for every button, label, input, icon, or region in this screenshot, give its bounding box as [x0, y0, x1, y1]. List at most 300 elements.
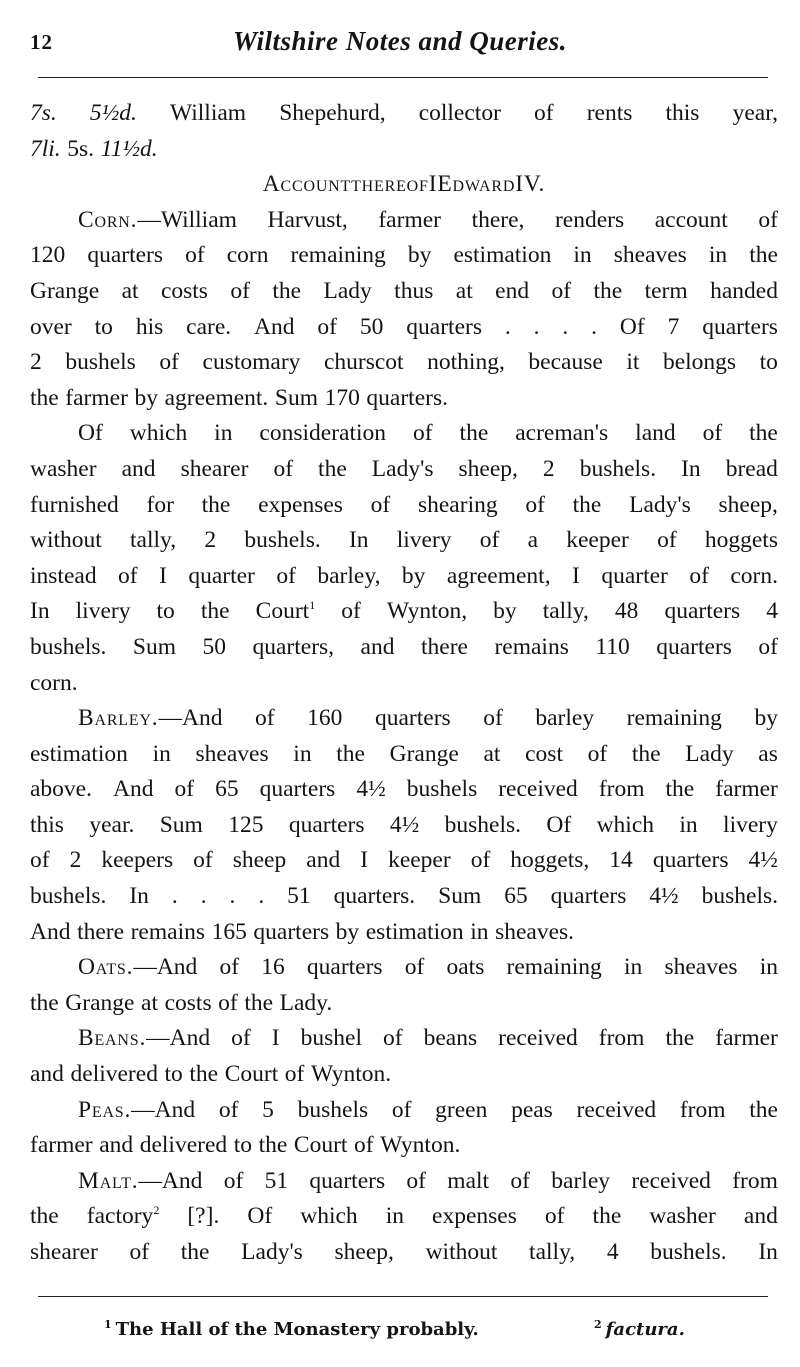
word: 5s.	[67, 135, 95, 162]
text-line	[30, 1021, 778, 1057]
word: the	[749, 420, 778, 447]
word: the	[30, 1203, 59, 1230]
word: remaining	[290, 242, 386, 269]
word: and	[99, 1132, 134, 1159]
word: there	[351, 171, 407, 198]
word: of	[391, 1096, 412, 1123]
word: bushels.	[244, 527, 321, 554]
word: the	[201, 491, 231, 518]
word: shearing	[417, 491, 498, 518]
text-line	[30, 345, 778, 381]
text-line	[30, 808, 778, 844]
word: quarters	[374, 705, 451, 732]
text-line	[30, 452, 778, 488]
word: bread	[725, 455, 778, 482]
word: the	[272, 277, 302, 304]
word: of	[702, 420, 723, 447]
word: the	[180, 1239, 210, 1265]
word: the	[459, 420, 489, 447]
word: which	[596, 811, 655, 838]
word: Grange	[389, 740, 459, 767]
word: received	[498, 1025, 578, 1052]
word: and	[306, 847, 341, 874]
word: quarter	[601, 562, 668, 589]
word: remaining	[626, 705, 722, 732]
word: of	[406, 1167, 426, 1194]
word: And	[113, 776, 154, 803]
word: in	[573, 242, 592, 269]
word: .	[533, 313, 540, 340]
word: rents	[586, 100, 633, 126]
word: 65	[504, 883, 528, 910]
word: his	[135, 313, 164, 340]
word: I	[360, 847, 369, 874]
word: received	[631, 1167, 711, 1194]
word: Peas.—And	[78, 1096, 196, 1123]
text-line	[30, 238, 778, 274]
word: In	[681, 455, 701, 482]
word: of	[118, 562, 138, 589]
text-line	[30, 203, 778, 239]
word: because	[528, 349, 603, 376]
word: of	[758, 206, 778, 233]
text-line	[30, 96, 778, 132]
word: in	[293, 740, 312, 767]
word: which	[129, 420, 188, 447]
word: to	[94, 313, 113, 340]
footnote-2	[594, 1318, 685, 1340]
word: of	[413, 420, 433, 447]
text-line	[30, 1199, 778, 1235]
word: furnished	[30, 491, 119, 518]
word: expenses	[432, 1203, 517, 1230]
word: 51	[264, 1167, 289, 1194]
word: without	[30, 527, 102, 554]
word: Harvust,	[267, 206, 348, 233]
word: green	[435, 1096, 488, 1123]
word: and	[743, 1203, 778, 1230]
word: livery	[723, 811, 778, 838]
word: Lady's	[371, 455, 434, 482]
word: 48	[614, 598, 639, 625]
word: of	[174, 776, 195, 803]
word: there,	[471, 206, 525, 233]
word: at	[121, 277, 139, 304]
word: Court	[293, 1132, 348, 1159]
footnote-1	[104, 1318, 479, 1340]
word: the	[258, 1132, 288, 1159]
word: Corn.—William	[78, 206, 237, 233]
word: quarters	[656, 633, 732, 660]
word: at	[141, 989, 159, 1016]
word: in	[708, 242, 728, 269]
word: of	[406, 171, 429, 198]
footnote-mark: 2	[594, 1318, 602, 1331]
text-line	[30, 559, 778, 595]
word: farmer	[30, 1132, 93, 1159]
word: bushels.	[444, 811, 522, 838]
word: bushels.	[30, 883, 107, 910]
word: quarters	[550, 883, 627, 910]
word: .	[562, 313, 569, 340]
page-number: 12	[30, 30, 53, 54]
word: in	[470, 918, 489, 945]
text-line	[30, 132, 778, 168]
word: quarters,	[252, 633, 335, 660]
word: over	[30, 313, 72, 340]
footnote-text: The Hall of the Monastery probably.	[115, 1319, 479, 1340]
word: the	[572, 491, 602, 518]
word: Wynton,	[386, 598, 468, 625]
word: of	[587, 740, 608, 767]
word: to	[233, 1132, 253, 1159]
word: of	[657, 527, 677, 554]
text-line	[30, 737, 778, 773]
word: of	[525, 491, 545, 518]
text-line	[30, 843, 778, 879]
word: 5½d.	[89, 100, 137, 126]
word: livery	[396, 527, 452, 554]
text-line	[30, 488, 778, 524]
word: bushels.	[701, 883, 778, 910]
text-line	[30, 416, 778, 452]
word: the	[665, 776, 695, 803]
word: of	[544, 1203, 565, 1230]
word: of	[219, 954, 240, 981]
header-rule	[38, 77, 768, 78]
word: of	[510, 1167, 530, 1194]
word: by	[401, 562, 426, 589]
word: Shepehurd,	[279, 100, 386, 126]
word: and	[30, 1061, 64, 1088]
word: I	[271, 1025, 280, 1052]
word: of	[273, 455, 294, 482]
word: costs	[164, 989, 212, 1016]
word: without	[425, 1239, 498, 1265]
word: Grange	[65, 989, 135, 1016]
word: In	[348, 527, 369, 554]
word: farmer	[65, 384, 128, 411]
word: 4½	[649, 883, 679, 910]
word: 4	[606, 1239, 619, 1265]
word: nothing,	[427, 349, 505, 376]
word: of	[534, 100, 554, 126]
word: to	[759, 349, 778, 376]
text-line	[30, 594, 778, 630]
word: Sum	[159, 811, 203, 838]
word: 120	[30, 242, 66, 269]
word: shearer	[30, 1239, 98, 1265]
word: renders	[554, 206, 625, 233]
word: above.	[30, 776, 92, 803]
word: costs	[160, 277, 208, 304]
word: remaining	[506, 954, 602, 981]
word: Of	[619, 313, 645, 340]
word: Beans.—And	[78, 1025, 211, 1052]
text-line	[30, 1164, 778, 1200]
word: quarters	[664, 598, 741, 625]
word: the	[200, 598, 230, 625]
word: from	[732, 1167, 778, 1194]
word: I	[572, 562, 580, 589]
word: corn.	[730, 562, 778, 589]
word: received	[576, 1096, 657, 1123]
word: Of	[546, 811, 572, 838]
word: 170	[324, 384, 360, 411]
word: of	[284, 1061, 305, 1088]
word: agreement,	[446, 562, 551, 589]
word: churscot	[323, 349, 404, 376]
word: the	[336, 740, 365, 767]
word: of	[230, 277, 250, 304]
word: to	[156, 598, 175, 625]
word: beans	[423, 1025, 478, 1052]
text-line	[30, 1093, 778, 1129]
word: barley,	[317, 562, 381, 589]
text-line	[30, 381, 778, 417]
running-header	[28, 26, 772, 66]
word: Barley.—And	[78, 705, 223, 732]
text-line	[30, 167, 778, 203]
word: year,	[732, 100, 778, 126]
word: 5	[262, 1096, 274, 1123]
word: belongs	[662, 349, 737, 376]
word: 4½	[356, 776, 386, 803]
word: .	[171, 883, 178, 910]
word: thus	[394, 277, 434, 304]
word: by	[335, 918, 360, 945]
word: in	[152, 740, 171, 767]
word: 7s.	[30, 100, 57, 126]
word: bushels	[297, 1096, 369, 1123]
word: Of	[247, 1203, 273, 1230]
word: Sum	[438, 883, 482, 910]
text-line	[30, 666, 778, 702]
word: 4½	[748, 847, 778, 874]
word: 4½	[389, 811, 420, 838]
word: there	[420, 633, 468, 660]
word: 2	[542, 455, 555, 482]
text-line	[30, 274, 778, 310]
word: which	[300, 1203, 358, 1230]
word: Lady.	[279, 989, 333, 1016]
word: Wynton.	[310, 1061, 392, 1088]
text-line	[30, 950, 778, 986]
word: of	[129, 1239, 150, 1265]
word: of	[383, 1025, 403, 1052]
word: quarter	[188, 562, 255, 589]
word: 7	[667, 313, 680, 340]
word: received	[498, 776, 578, 803]
word: sheep,	[334, 1239, 394, 1265]
word: 4	[766, 598, 778, 625]
word: 50	[202, 633, 226, 660]
word: .	[200, 883, 207, 910]
word: the	[749, 1096, 778, 1123]
word: of	[255, 705, 275, 732]
word: oats	[446, 954, 485, 981]
word: of	[218, 989, 238, 1016]
word: customary	[202, 349, 301, 376]
word: at	[455, 277, 473, 304]
word: 65	[215, 776, 239, 803]
word: quarters.	[366, 384, 448, 411]
word: 11½d.	[100, 135, 158, 162]
word: of	[370, 491, 391, 518]
word: of	[551, 277, 572, 304]
word: Sum	[274, 384, 318, 411]
word: quarters	[406, 313, 482, 340]
word: agreement.	[164, 384, 269, 411]
word: hoggets,	[510, 847, 590, 874]
word: Lady	[323, 277, 372, 304]
word: handed	[710, 277, 778, 304]
word: I	[428, 171, 438, 198]
word: peas	[511, 1096, 553, 1123]
word: expenses	[258, 491, 343, 518]
word: from	[679, 1096, 726, 1123]
word: this	[30, 811, 64, 838]
word: 51	[287, 883, 311, 910]
word: by	[493, 598, 517, 625]
word: of	[354, 1132, 374, 1159]
word: for	[146, 491, 174, 518]
word: bushels.	[579, 455, 657, 482]
word: of	[483, 705, 503, 732]
text-line	[30, 701, 778, 737]
word: the	[318, 455, 347, 482]
word: from	[598, 1025, 645, 1052]
word: sheaves	[195, 740, 269, 767]
word: by	[754, 705, 778, 732]
word: 125	[228, 811, 264, 838]
word: as	[758, 740, 778, 767]
word: 7li.	[30, 135, 61, 162]
word: I	[159, 562, 167, 589]
word: remains	[494, 633, 569, 660]
word: 50	[359, 313, 384, 340]
word: quarters	[87, 242, 163, 269]
word: of	[185, 242, 205, 269]
word: sheep	[232, 847, 287, 874]
word: quarters	[288, 811, 365, 838]
word: Oats.—And	[78, 954, 198, 981]
word: account	[654, 206, 728, 233]
word: the	[593, 277, 623, 304]
word: hoggets	[704, 527, 778, 554]
word: the	[30, 989, 59, 1016]
word: farmer	[378, 206, 441, 233]
word: 2	[204, 527, 217, 554]
word: quarters	[259, 776, 336, 803]
running-title: Wiltshire Notes and Queries.	[232, 26, 568, 56]
word: of	[231, 1025, 251, 1052]
word: collector	[418, 100, 501, 126]
word: consideration	[259, 420, 387, 447]
word: shearer	[180, 455, 249, 482]
word: Lady	[685, 740, 734, 767]
word: Court	[224, 1061, 279, 1088]
word: there	[77, 918, 125, 945]
word: to	[164, 1061, 183, 1088]
text-line	[30, 523, 778, 559]
text-line	[30, 915, 778, 951]
word: In	[30, 598, 50, 625]
word: a	[527, 527, 539, 554]
footnotes	[30, 1318, 770, 1350]
word: 160	[307, 705, 343, 732]
text-line	[30, 1235, 778, 1271]
word: instead	[30, 562, 97, 589]
word: malt	[447, 1167, 490, 1194]
word: of	[218, 1096, 239, 1123]
word: .	[504, 313, 511, 340]
word: land	[635, 420, 676, 447]
word: barley	[535, 705, 595, 732]
word: William	[170, 100, 247, 126]
word: sheaves	[613, 242, 687, 269]
word: Malt.—And	[78, 1167, 203, 1194]
word: corn	[226, 242, 269, 269]
word: bushel	[300, 1025, 362, 1052]
word: care.	[186, 313, 232, 340]
word: 165	[211, 918, 247, 945]
word: term	[644, 277, 688, 304]
footnote-text: factura.	[605, 1319, 685, 1340]
word: washer	[649, 1203, 716, 1230]
word: .	[258, 883, 265, 910]
footnote-mark: 1	[104, 1318, 112, 1331]
word: Grange	[30, 277, 100, 304]
word: Sum	[132, 633, 176, 660]
word: of	[341, 598, 361, 625]
word: Court$^1$	[255, 598, 316, 625]
word: the	[665, 1025, 695, 1052]
word: in	[679, 811, 698, 838]
word: of	[159, 349, 179, 376]
word: Lady's	[629, 491, 691, 518]
word: quarters	[702, 313, 778, 340]
word: of	[479, 527, 500, 554]
word: of	[276, 562, 296, 589]
word: 2	[30, 349, 42, 376]
word: of	[193, 847, 213, 874]
word: end	[495, 277, 530, 304]
text-line	[30, 772, 778, 808]
word: In	[758, 1239, 778, 1265]
word: by	[134, 384, 158, 411]
word: from	[598, 776, 645, 803]
word: of	[223, 1167, 244, 1194]
word: in	[759, 954, 778, 981]
word: quarters	[253, 918, 330, 945]
word: estimation	[453, 242, 552, 269]
word: the	[749, 242, 778, 269]
word: In	[129, 883, 149, 910]
word: 110	[595, 633, 630, 660]
word: year.	[89, 811, 135, 838]
word: the	[592, 1203, 622, 1230]
word: farmer	[715, 776, 778, 803]
word: quarters	[652, 847, 729, 874]
word: keeper	[388, 847, 451, 874]
word: .	[229, 883, 236, 910]
word: and	[360, 633, 395, 660]
word: barley	[551, 1167, 610, 1194]
word: at	[483, 740, 501, 767]
body-text	[30, 96, 778, 1271]
word: estimation	[30, 740, 128, 767]
